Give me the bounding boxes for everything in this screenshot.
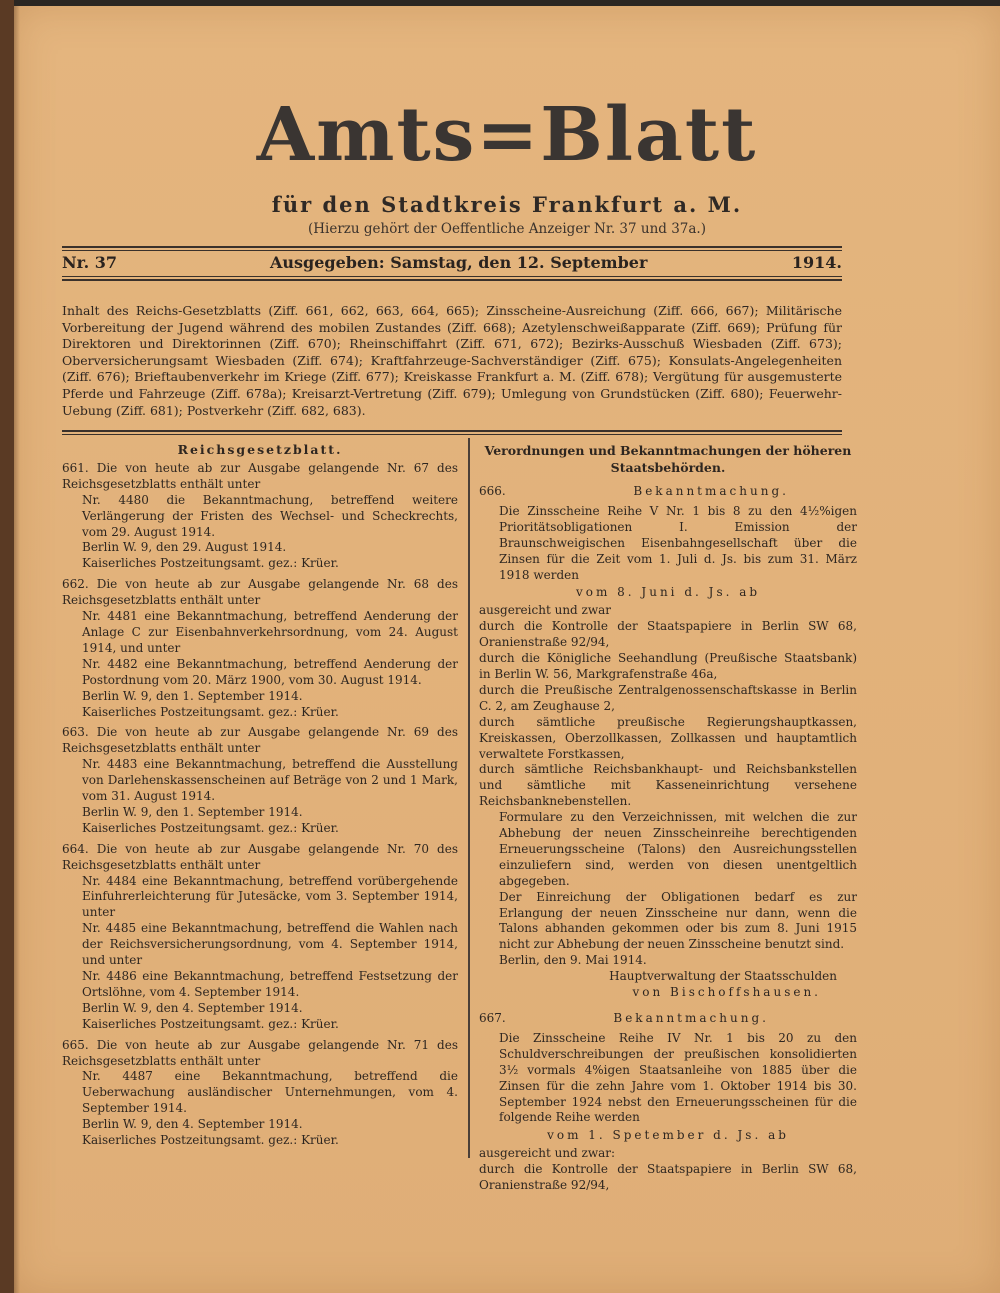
dateline: Berlin W. 9, den 4. September 1914. (82, 1000, 303, 1015)
paragraph: durch die Kontrolle der Staatspapiere in Berlin SW 68, Oranienstraße 92/94, (479, 619, 857, 650)
notice-number-text: 666. (479, 484, 506, 498)
header-rule-bottom (62, 279, 842, 281)
column-divider (468, 438, 470, 1158)
notice-number (479, 484, 857, 500)
signature: Kaiserliches Postzeitungsamt. gez.: Krüer. (82, 1133, 339, 1148)
signature-name: von Bischoffshausen. (632, 985, 821, 1000)
dateline: Berlin W. 9, den 29. August 1914. (82, 540, 287, 555)
notice-subheading: Bekanntmachung. (633, 484, 789, 498)
paragraph: vom 8. Juni d. Js. ab (575, 585, 761, 600)
masthead-title: Amts=Blatt (256, 92, 758, 178)
signature: Kaiserliches Postzeitungsamt. gez.: Krüer. (82, 1016, 339, 1031)
header-rule-top (62, 246, 842, 248)
paragraph: 665. Die von heute ab zur Ausgabe gelangende Nr. 71 des Reichsgesetzblatts enthält unter (62, 1037, 458, 1068)
right-column (479, 442, 857, 1194)
paragraph: Nr. 4481 eine Bekanntmachung, betreffend Aenderung der Anlage C zur Eisenbahnverkehrsordnung, vom 24. August 1914, und unter (82, 609, 458, 655)
notice-667 (479, 1011, 857, 1194)
paragraph: durch die Königliche Seehandlung (Preußische Staatsbank) in Berlin W. 56, Markgrafenstraße 46a, (479, 651, 857, 681)
paragraph: Nr. 4487 eine Bekanntmachung, betreffend die Ueberwachung ausländischer Unternehmungen, vom 4. September 1914. (82, 1069, 458, 1116)
paragraph: 662. Die von heute ab zur Ausgabe gelangende Nr. 68 des Reichsgesetzblatts enthält unter (62, 577, 458, 608)
notice-661 (62, 461, 458, 572)
paragraph: durch sämtliche Reichsbankhaupt- und Reichsbankstellen und sämtliche mit Kasseneinrichtung versehene Reichsbanknebenstellen. (479, 762, 857, 809)
paragraph: Nr. 4485 eine Bekanntmachung, betreffend die Wahlen nach der Reichsversicherungsordnung, vom 4. September 1914, und unter (82, 921, 458, 968)
paragraph: Nr. 4486 eine Bekanntmachung, betreffend Festsetzung der Ortslöhne, vom 4. September 1914. (82, 969, 458, 999)
signature: Kaiserliches Postzeitungsamt. gez.: Krüer. (82, 556, 339, 571)
notice-662 (62, 577, 458, 720)
paragraph: 664. Die von heute ab zur Ausgabe gelangende Nr. 70 des Reichsgesetzblatts enthält unter (62, 841, 458, 872)
notice-number (479, 1011, 857, 1027)
paragraph: Formulare zu den Verzeichnissen, mit welchen die zur Abhebung der neuen Zinsscheinreihe berechtigenden Erneuerungsscheine (Talons) den Ausreichungsstellen einzuliefern sind, werden von diesen unentgeltlich abgegeben. (499, 810, 857, 888)
table-of-contents (62, 303, 842, 419)
notice-663 (62, 725, 458, 836)
notice-666 (479, 484, 857, 1001)
masthead-subtitle: für den Stadtkreis Frankfurt a. M. (271, 192, 743, 217)
issue-date: Ausgegeben: Samstag, den 12. September (270, 253, 648, 272)
paragraph: 663. Die von heute ab zur Ausgabe gelangende Nr. 69 des Reichsgesetzblatts enthält unter (62, 725, 458, 756)
contents-text: Inhalt des Reichs-Gesetzblatts (Ziff. 661, 662, 663, 664, 665); Zinsscheine-Ausreichung (Ziff. 666, 667); Militärische Vorbereitung der Jugend während des mobilen Zustandes (Ziff. 668); Azetylenschweißapparate (Ziff. 669); Prüfung für Direktoren und Direktorinnen (Ziff. 670); Rheinschiffahrt (Ziff. 671, 672); Bezirks-Ausschuß Wiesbaden (Ziff. 673); Oberversicherungsamt Wiesbaden (Ziff. 674); Kraftfahrzeuge-Sachverständiger (Ziff. 675); Konsulats-Angelegenheiten (Ziff. 676); Brieftaubenverkehr im Kriege (Ziff. 677); Kreiskasse Frankfurt a. M. (Ziff. 678); Vergütung für ausgemusterte Pferde und Fahrzeuge (Ziff. 678a); Kreisarzt-Vertretung (Ziff. 679); Umlegung von Grundstücken (Ziff. 680); Feuerwehr-Uebung (Ziff. 681); Postverkehr (Ziff. 682, 683). (62, 303, 842, 418)
binding-edge (0, 0, 14, 1293)
signature-authority: Hauptverwaltung der Staatsschulden (609, 969, 837, 984)
paragraph: durch die Preußische Zentralgenossenschaftskasse in Berlin C. 2, am Zeughause 2, (479, 682, 857, 713)
notice-664 (62, 842, 458, 1033)
contents-rule (62, 430, 842, 432)
paragraph: ausgereicht und zwar: (479, 1146, 616, 1161)
paragraph: Nr. 4483 eine Bekanntmachung, betreffend die Ausstellung von Darlehenskassenscheinen auf Beträge von 2 und 1 Mark, vom 31. August 1914. (82, 757, 458, 804)
dateline: Berlin W. 9, den 4. September 1914. (82, 1117, 303, 1132)
paragraph: Nr. 4484 eine Bekanntmachung, betreffend vorübergehende Einfuhrerleichterung für Jutesäcke, vom 3. September 1914, unter (82, 873, 458, 920)
issue-number: Nr. 37 (62, 253, 117, 272)
paragraph: Die Zinsscheine Reihe V Nr. 1 bis 8 zu den 4½%igen Prioritätsobligationen I. Emission der Braunschweigischen Eisenbahngesellschaft über die Zinsen für die Zeit vom 1. Juli d. Js. bis zum 31. März 1918 werden (499, 503, 857, 582)
header-rule-top-thin (62, 250, 842, 251)
contents-rule-thin (62, 434, 842, 435)
paragraph: durch sämtliche preußische Regierungshauptkassen, Kreiskassen, Oberzollkassen, Zollkassen und hauptamtlich verwaltete Forstkassen, (479, 714, 857, 761)
header-rule-bottom-thin (62, 276, 842, 277)
paragraph: Nr. 4480 die Bekanntmachung, betreffend weitere Verlängerung der Fristen des Wechsel- und Scheckrechts, vom 29. August 1914. (82, 492, 458, 539)
dateline: Berlin W. 9, den 1. September 1914. (82, 688, 303, 703)
paragraph: Nr. 4482 eine Bekanntmachung, betreffend Aenderung der Postordnung vom 20. März 1900, vom 30. August 1914. (82, 656, 458, 687)
signature: Kaiserliches Postzeitungsamt. gez.: Krüer. (82, 704, 339, 719)
paragraph: ausgereicht und zwar (479, 603, 612, 618)
paragraph: 661. Die von heute ab zur Ausgabe gelangende Nr. 67 des Reichsgesetzblatts enthält unter (62, 460, 458, 491)
notice-subheading: Bekanntmachung. (613, 1011, 769, 1025)
paragraph: vom 1. Spetember d. Js. ab (547, 1128, 789, 1143)
dateline: Berlin W. 9, den 1. September 1914. (82, 804, 303, 819)
issue-year: 1914. (791, 253, 842, 272)
newspaper-page (14, 6, 1000, 1293)
notice-number-text: 667. (479, 1011, 506, 1025)
dateline: Berlin, den 9. Mai 1914. (499, 953, 647, 968)
masthead-note: (Hierzu gehört der Oeffentliche Anzeiger Nr. 37 und 37a.) (307, 221, 706, 237)
issue-header (62, 253, 842, 275)
left-column (62, 442, 458, 1149)
section-heading-reichsgesetzblatt: Reichsgesetzblatt. (177, 442, 343, 457)
section-heading-verordnungen: Verordnungen und Bekanntmachungen der höheren Staatsbehörden. (484, 443, 852, 475)
paragraph: Die Zinsscheine Reihe IV Nr. 1 bis 20 zu den Schuldverschreibungen der preußischen konsolidierten 3½ vormals 4%igen Staatsanleihe von 1885 über die Zinsen für die zehn Jahre vom 1. Oktober 1914 bis 30. September 1924 nebst den Erneuerungsscheinen für die folgende Reihe werden (499, 1030, 857, 1125)
paragraph: durch die Kontrolle der Staatspapiere in Berlin SW 68, Oranienstraße 92/94, (479, 1162, 857, 1193)
notice-665 (62, 1038, 458, 1149)
signature: Kaiserliches Postzeitungsamt. gez.: Krüer. (82, 820, 339, 835)
paragraph: Der Einreichung der Obligationen bedarf es zur Erlangung der neuen Zinsscheine nur dann, wenn die Talons abhanden gekommen oder bis zum 8. Juni 1915 nicht zur Abhebung der neuen Zinsscheine benutzt sind. (499, 889, 857, 952)
